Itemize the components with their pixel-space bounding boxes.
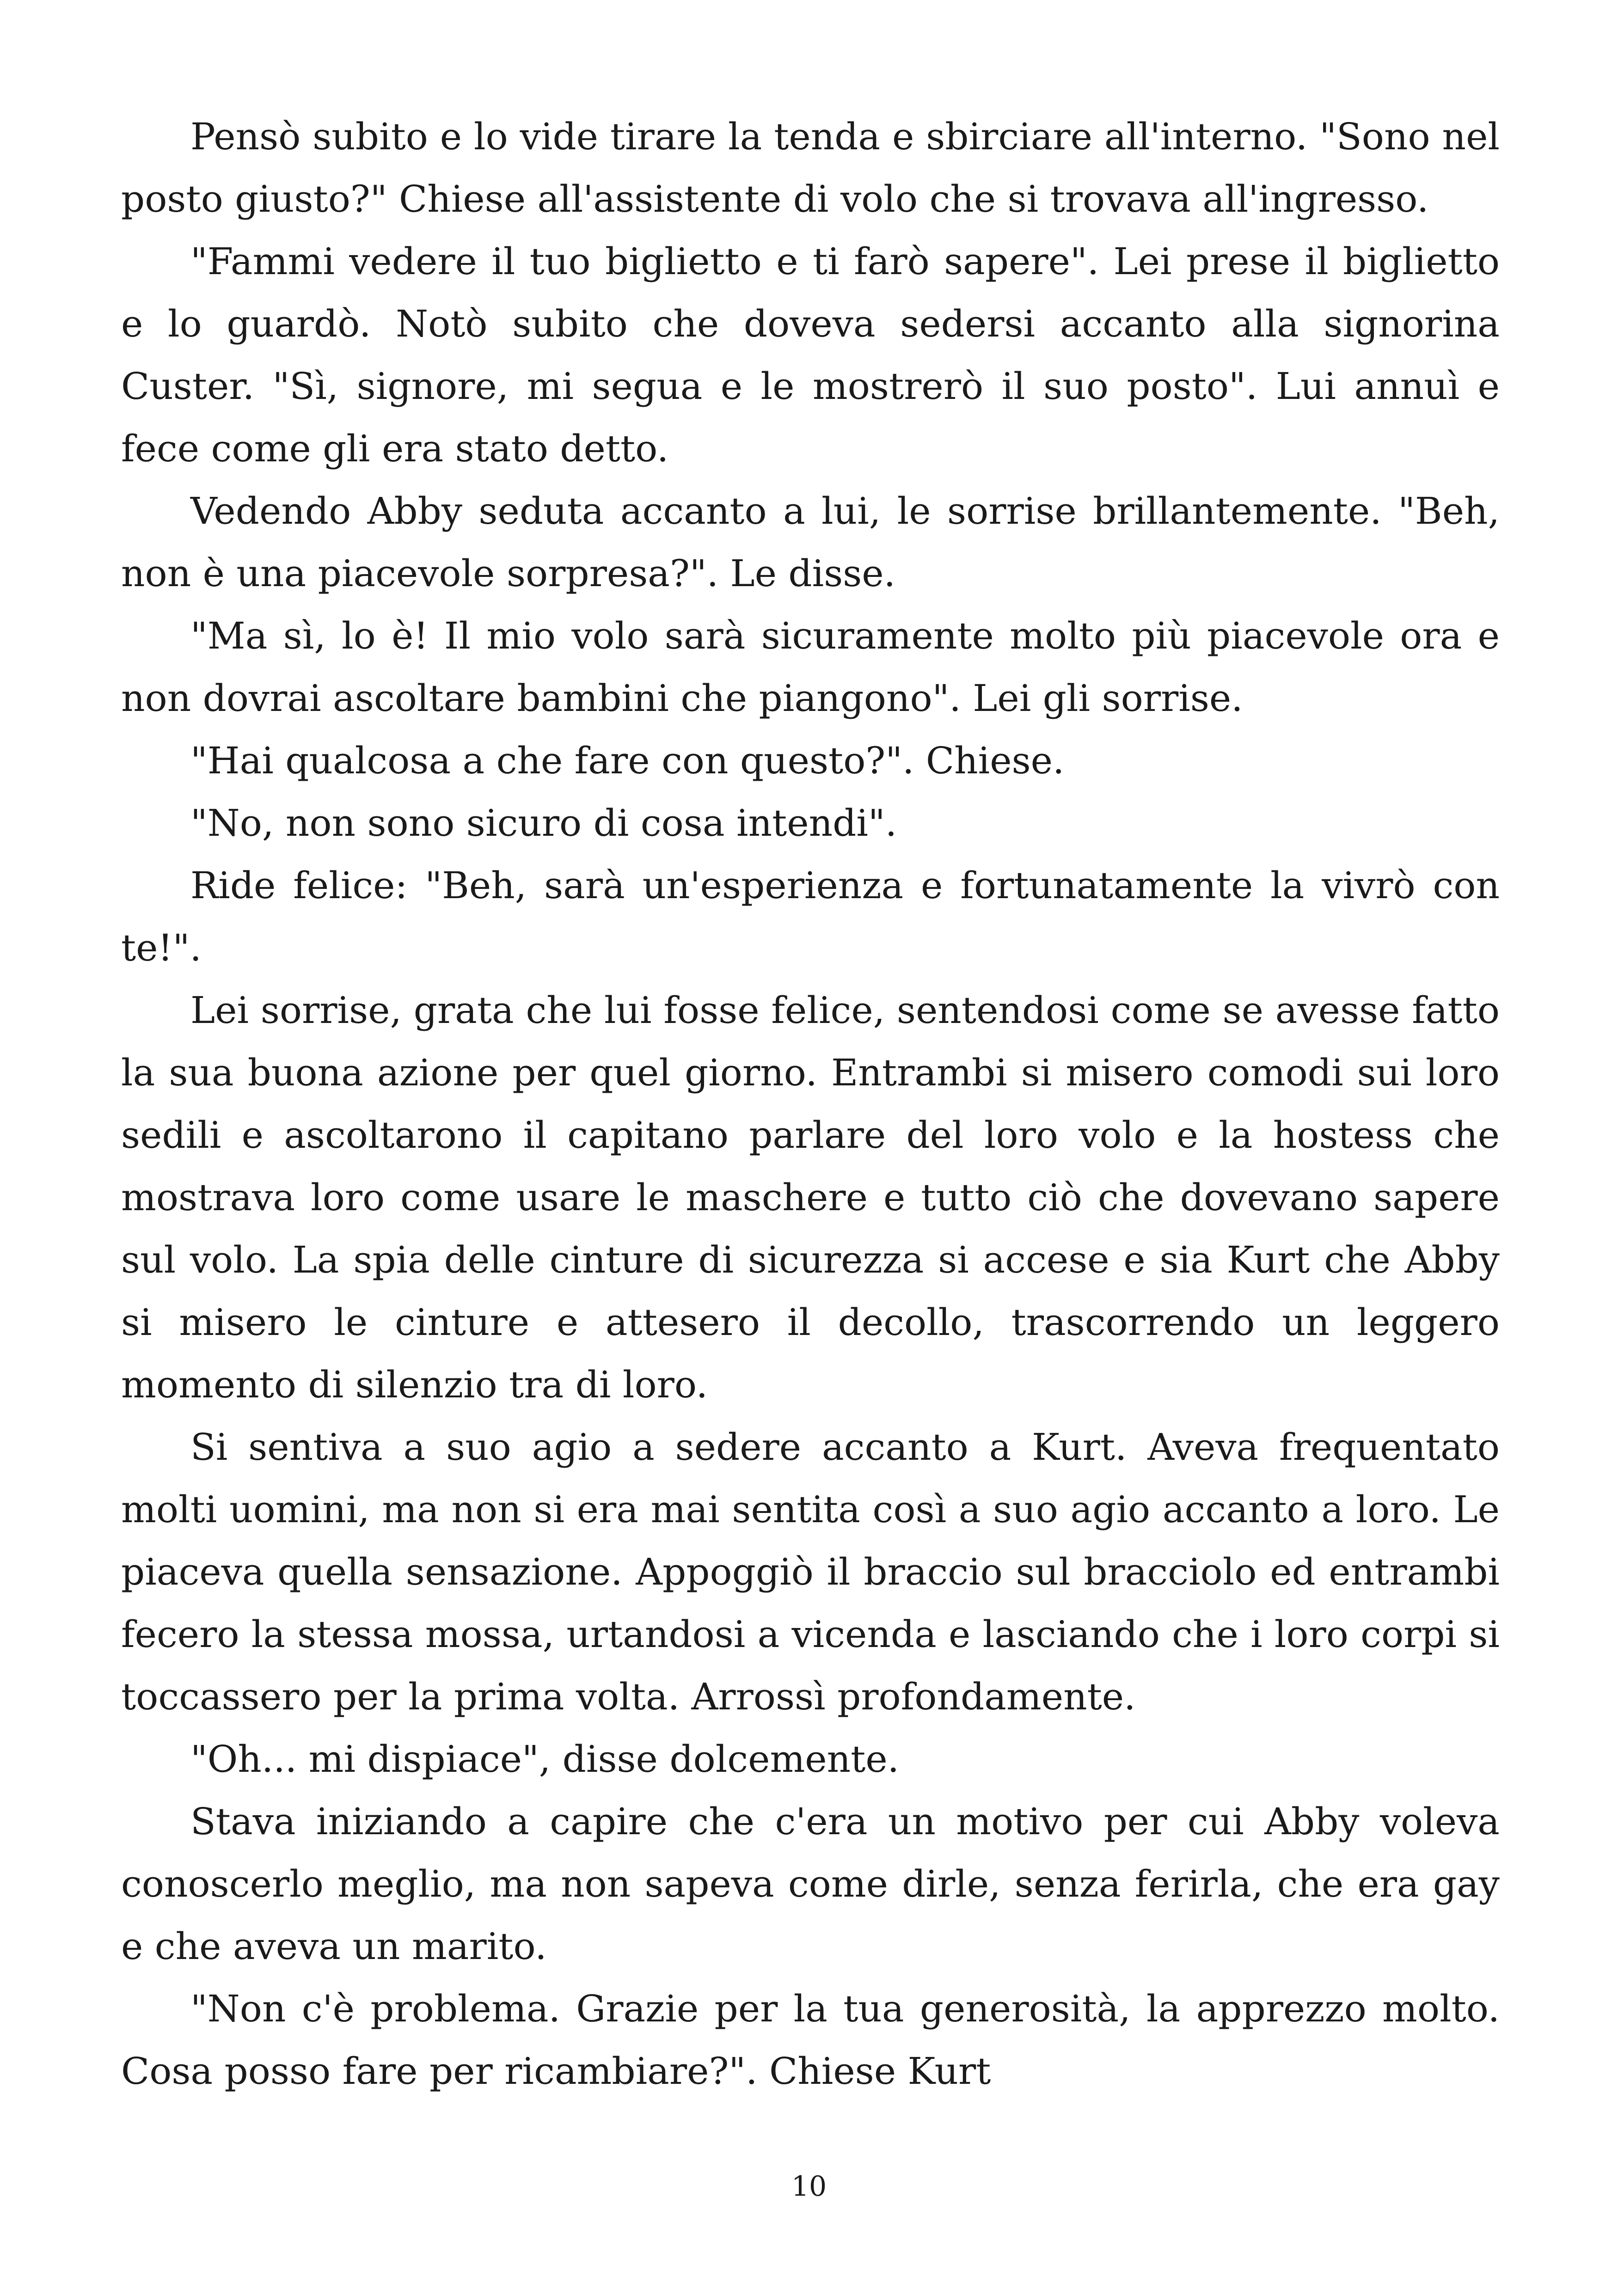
paragraph: "Oh... mi dispiace", disse dolcemente. xyxy=(190,1738,900,1781)
paragraph: Si sentiva a suo agio a sedere accanto a Kurt. Aveva frequentato molti uomini, ma non si era mai sentita così a suo agio accanto a loro. Le piaceva quella sensazione. Appoggiò il braccio sul bracciolo ed entrambi fecero la stessa mossa, urtandosi a vicenda e lasciando che i loro corpi si toccassero per la prima volta. Arrossì profondamente. xyxy=(121,1426,1500,1718)
paragraph: "Non c'è problema. Grazie per la tua generosità, la apprezzo molto. Cosa posso fare per ricambiare?". Chiese Kurt xyxy=(121,1987,1500,2093)
paragraph: Pensò subito e lo vide tirare la tenda e sbirciare all'interno. "Sono nel posto giusto?" Chiese all'assistente di volo che si trovava all'ingresso. xyxy=(121,115,1500,220)
paragraph: Stava iniziando a capire che c'era un motivo per cui Abby voleva conoscerlo meglio, ma non sapeva come dirle, senza ferirla, che era gay e che aveva un marito. xyxy=(121,1800,1500,1968)
paragraph: "No, non sono sicuro di cosa intendi". xyxy=(190,802,897,845)
page-number: 10 xyxy=(791,2170,827,2203)
paragraph: Vedendo Abby seduta accanto a lui, le sorrise brillantemente. "Beh, non è una piacevole sorpresa?". Le disse. xyxy=(121,490,1500,595)
paragraph: "Hai qualcosa a che fare con questo?". Chiese. xyxy=(190,739,1065,782)
paragraph: Lei sorrise, grata che lui fosse felice, sentendosi come se avesse fatto la sua buona azione per quel giorno. Entrambi si misero comodi sui loro sedili e ascoltarono il capitano parlare del loro volo e la hostess che mostrava loro come usare le maschere e tutto ciò che dovevano sapere sul volo. La spia delle cinture di sicurezza si accese e sia Kurt che Abby si misero le cinture e attesero il decollo, trascorrendo un leggero momento di silenzio tra di loro. xyxy=(121,989,1500,1406)
paragraph: Ride felice: "Beh, sarà un'esperienza e fortunatamente la vivrò con te!". xyxy=(121,864,1500,969)
paragraph: "Ma sì, lo è! Il mio volo sarà sicuramente molto più piacevole ora e non dovrai ascoltare bambini che piangono". Lei gli sorrise. xyxy=(121,614,1500,720)
paragraph: "Fammi vedere il tuo biglietto e ti farò sapere". Lei prese il biglietto e lo guardò. Notò subito che doveva sedersi accanto alla signorina Custer. "Sì, signore, mi segua e le mostrerò il suo posto". Lui annuì e fece come gli era stato detto. xyxy=(121,240,1500,470)
body-text xyxy=(121,105,1500,2102)
